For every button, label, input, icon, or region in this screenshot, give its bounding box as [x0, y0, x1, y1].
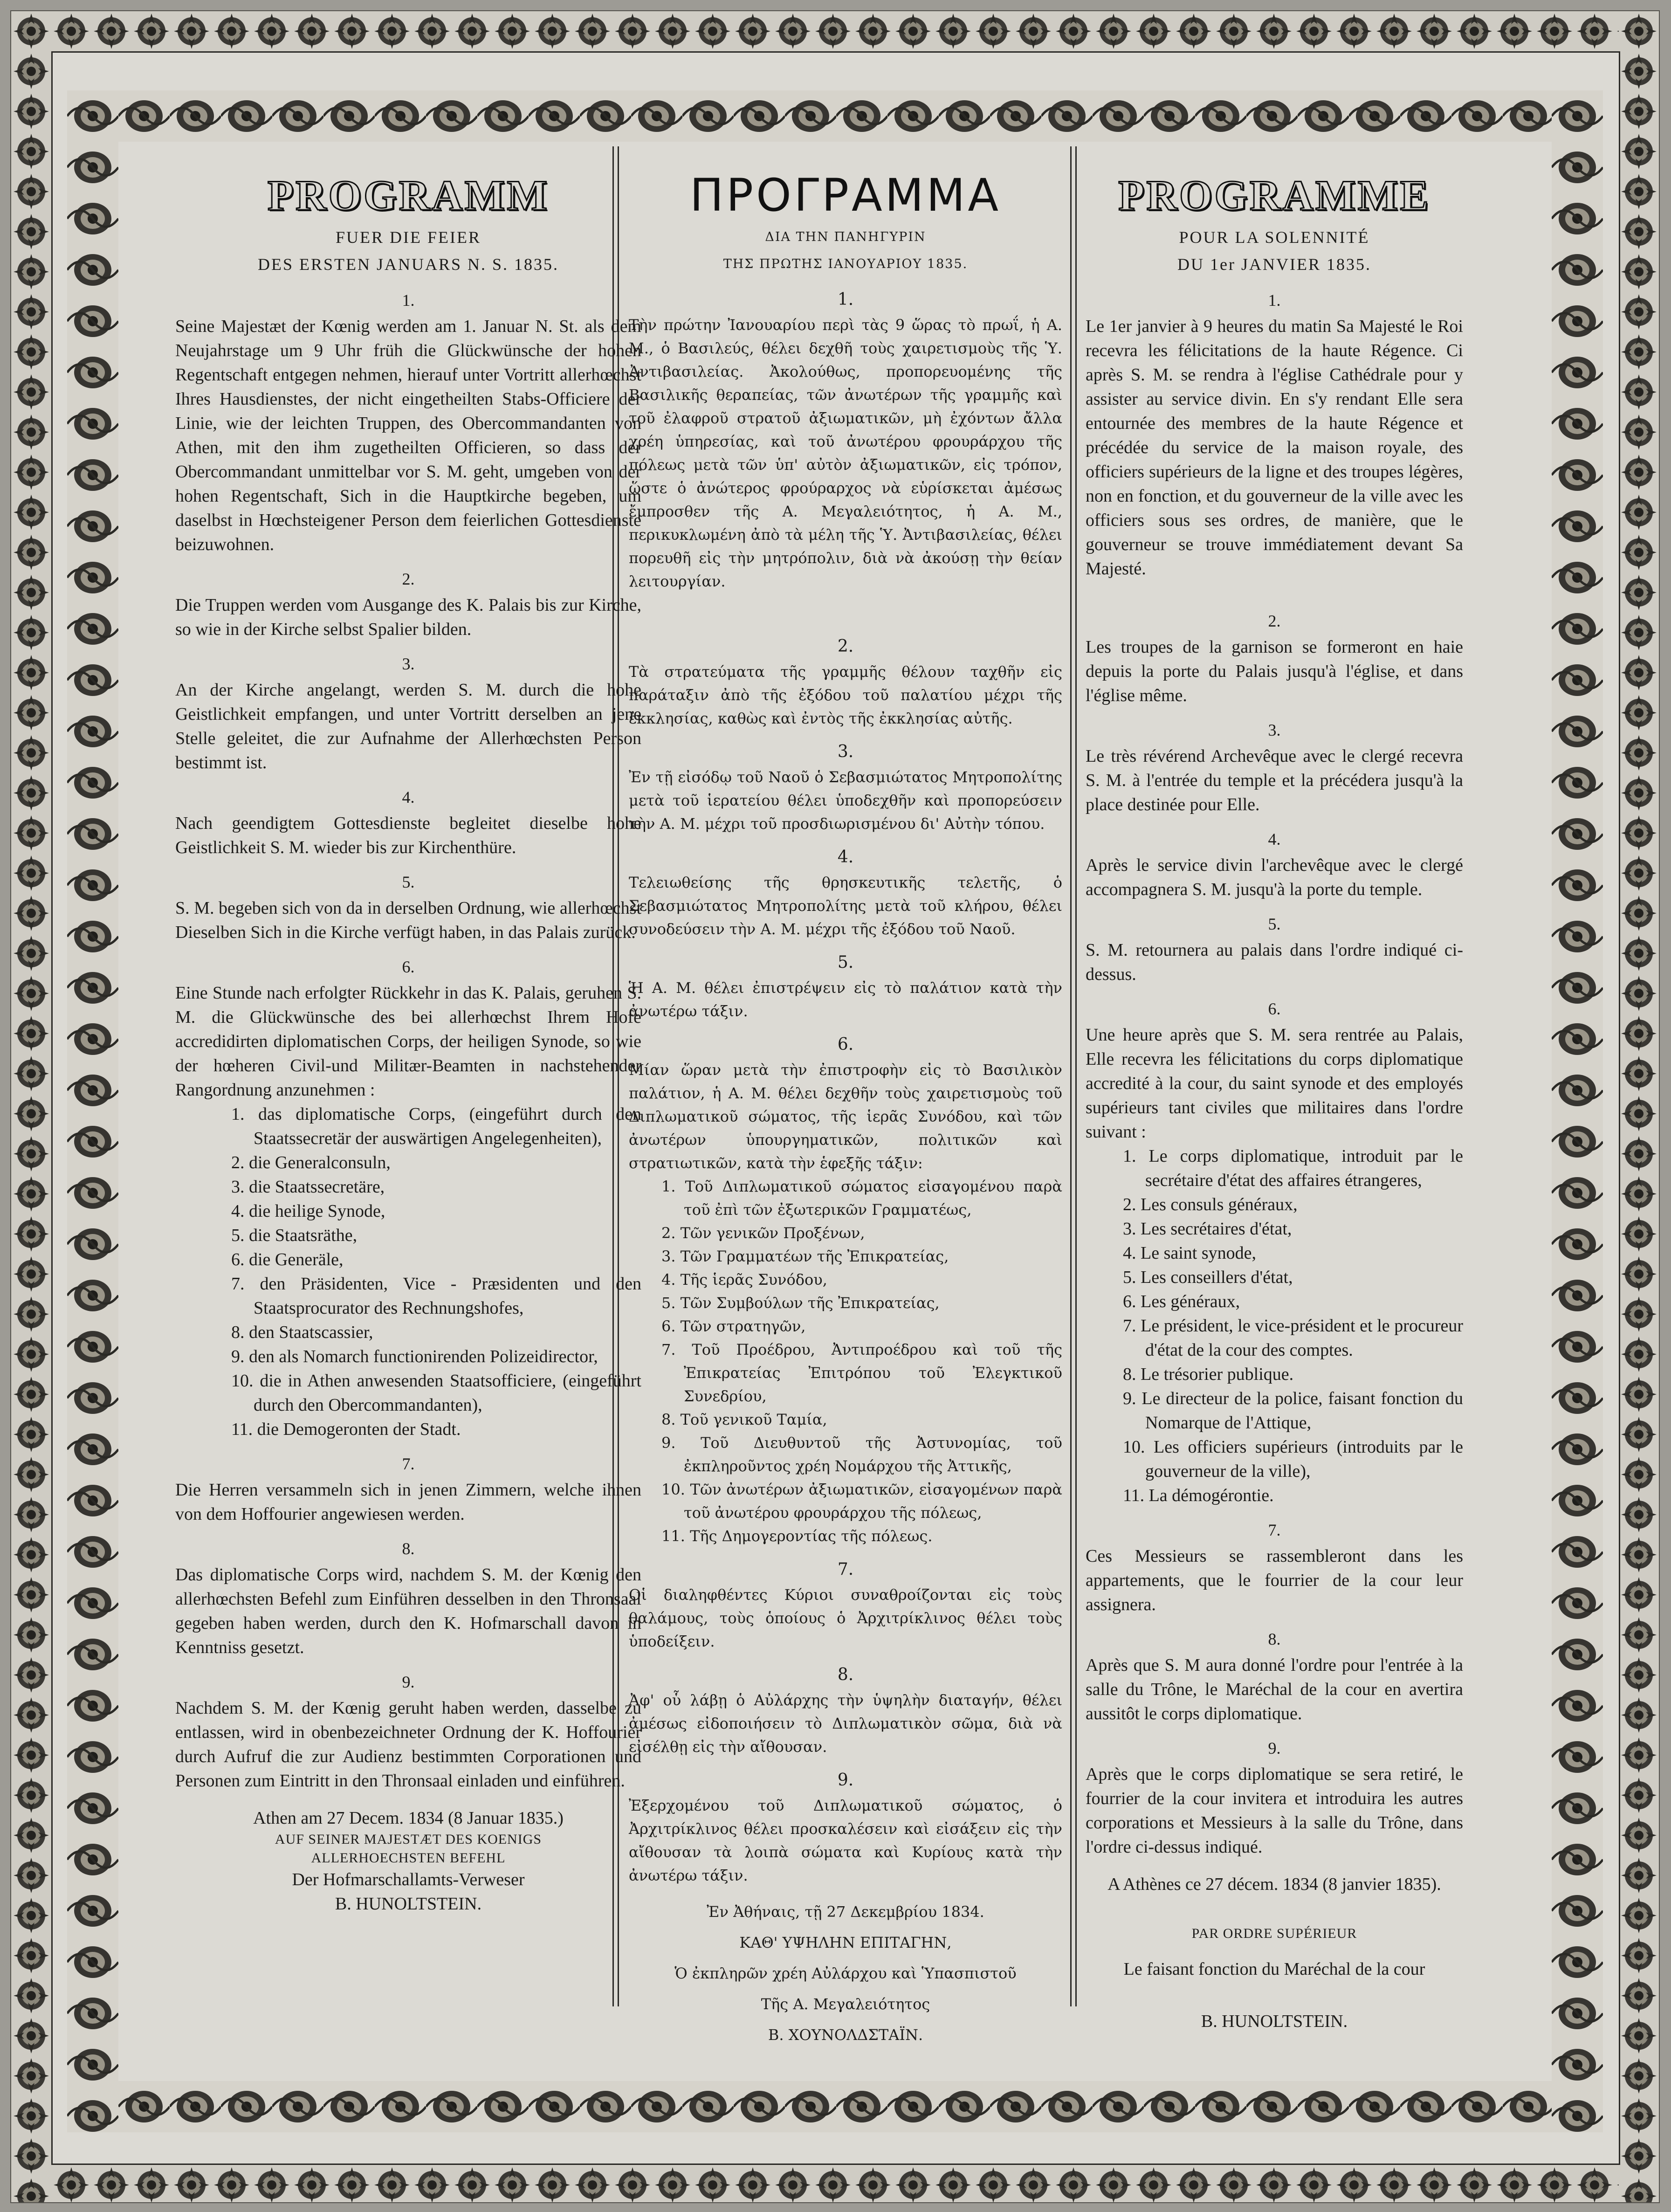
greek-subtitle: ΔΙΑ ΤΗΝ ΠΑΝΗΓΥΡΙΝ	[765, 230, 926, 244]
list-item: 5. Les conseillers d'état,	[1123, 1268, 1293, 1287]
list-item: 3. Les secrétaires d'état,	[1123, 1219, 1292, 1239]
section-number: 5.	[402, 873, 415, 891]
list-item: 2. Τῶν γενικῶν Προξένων,	[661, 1224, 865, 1242]
section-text: Après le service divin l'archevêque avec le clergé accompagnera S. M. jusqu'à la porte du temple.	[1086, 855, 1463, 899]
greek-office-line2: Τῆς Α. Μεγαλειότητος	[761, 1995, 930, 2013]
section-number: 6.	[402, 958, 415, 976]
rank-list	[231, 1102, 641, 1441]
french-column	[1086, 151, 1463, 2031]
bottom-ornament-border	[11, 2165, 1659, 2202]
list-item: 8. Τοῦ γενικοῦ Ταμία,	[661, 1411, 827, 1428]
section-text: Οἱ διαληφθέντες Κύριοι συναθροίζονται εἰς τοὺς θαλάμους, τοὺς ὁποίους ὁ Ἀρχιτρίκλινος θέλει τοὺς ὑποδείξειν.	[629, 1586, 1062, 1650]
section-text: Nach geendigtem Gottesdienste begleitet dieselbe hohe Geistlichkeit S. M. wieder bis zur Kirchenthüre.	[175, 813, 641, 857]
list-item: 9. Le directeur de la police, faisant fonction du Nomarque de l'Attique,	[1123, 1389, 1463, 1433]
section-text: Ἀφ' οὗ λάβῃ ὁ Αὐλάρχης τὴν ὑψηλὴν διαταγήν, θέλει ἀμέσως εἰδοποιήσειν τὸ Διπλωματικὸν σῶμα, διὰ νὰ εἰσέλθῃ εἰς τὴν αἴθουσαν.	[629, 1691, 1062, 1756]
right-ornament-border	[1619, 11, 1659, 2202]
section-number: 2.	[402, 570, 415, 588]
section-text: Τὴν πρώτην Ἰανουαρίου περὶ τὰς 9 ὥρας τὸ πρωΐ, ἡ Α. Μ., ὁ Βασιλεύς, θέλει δεχθῆ τοὺς χαιρετισμοὺς τῆς Ὑ. Ἀντιβασιλείας. Ἀκολούθως, προπορευομένης τῆς Βασιλικῆς θεραπείας, τῶν ἀνωτέρων τῆς γραμμῆς καὶ τοῦ ἐλαφροῦ στρατοῦ ἀξιωματικῶν, μὴ ἐχόντων ἄλλα χρέη ὑπηρεσίας, καὶ τοῦ ἀνωτέρου φρουράρχου τῆς πόλεως μετὰ τῶν ὑπ' αὐτὸν ἀξιωματικῶν, εἰς τρόπον, ὥστε ὁ ἀνώτερος φρούραρχος νὰ εὑρίσκεται ἀμέσως ἔμπροσθεν τῆς Α. Μεγαλειότητος, ἡ Α. Μ., περικυκλωμένη ἀπὸ τὰ μέλη τῆς Ὑ. Ἀντιβασιλείας, θέλει πορευθῆ εἰς τὴν μητρόπολιν, διὰ νὰ ἀκούσῃ τὴν θείαν λειτουργίαν.	[629, 316, 1062, 590]
list-item: 7. Τοῦ Προέδρου, Ἀντιπροέδρου καὶ τοῦ τῆς Ἐπικρατείας Ἐπιτρόπου τοῦ Ἐλεγκτικοῦ Συνεδρίου,	[661, 1341, 1062, 1405]
section-text: Die Truppen werden vom Ausgange des K. Palais bis zur Kirche, so wie in der Kirche selbst Spalier bilden.	[175, 595, 641, 639]
list-item: 10. Τῶν ἀνωτέρων ἀξιωματικῶν, εἰσαγομένων παρὰ τοῦ ἀνωτέρου φρουράρχου τῆς πόλεως,	[661, 1481, 1062, 1522]
greek-signer: Β. ΧΟΥΝΟΛΔΣΤΑΪΝ.	[768, 2026, 923, 2044]
section-number: 9.	[837, 1771, 854, 1790]
list-item: 10. die in Athen anwesenden Staatsofficiere, (eingeführt durch den Obercommandanten),	[231, 1371, 641, 1415]
list-item: 1. Τοῦ Διπλωματικοῦ σώματος εἰσαγομένου παρὰ τοῦ ἐπὶ τῶν ἐξωτερικῶν Γραμματέως,	[661, 1178, 1062, 1219]
list-item: 2. die Generalconsuln,	[231, 1153, 391, 1172]
section-number: 5.	[837, 953, 854, 972]
german-place-date: Athen am 27 Decem. 1834 (8 Januar 1835.)	[253, 1808, 564, 1828]
list-item: 4. Τῆς ἱερᾶς Συνόδου,	[661, 1271, 827, 1289]
list-item: 10. Les officiers supérieurs (introduits par le gouverneur de la ville),	[1123, 1437, 1463, 1481]
section-text: Das diplomatische Corps wird, nachdem S. M. der Kœnig den allerhœchsten Befehl zum Einführen desselben in den Thronsaal gegeben haben werden, durch den K. Hofmarschall davon in Kenntniss gesetzt.	[175, 1565, 641, 1657]
greek-column	[629, 151, 1062, 2044]
section-number: 3.	[402, 655, 415, 673]
rank-list	[1123, 1144, 1463, 1508]
section-text: Die Herren versammeln sich in jenen Zimmern, welche ihnen von dem Hoffourier angewiesen werden.	[175, 1480, 641, 1524]
section-text: An der Kirche angelangt, werden S. M. durch die hohe Geistlichkeit empfangen, und unter Vortritt derselben an jene Stelle geleitet, die zur Aufnahme der Allerhœchsten Person bestimmt ist.	[175, 680, 641, 772]
list-item: 5. Τῶν Συμβούλων τῆς Ἐπικρατείας,	[661, 1294, 940, 1312]
list-item: 6. Τῶν στρατηγῶν,	[661, 1317, 806, 1335]
german-signer: B. HUNOLTSTEIN.	[335, 1894, 482, 1914]
section-number: 1.	[1268, 291, 1281, 310]
column-divider-right	[1070, 146, 1077, 2006]
section-text: Ces Messieurs se rassembleront dans les appartements, que le fourrier de la cour leur assignera.	[1086, 1546, 1463, 1614]
section-text: Le 1er janvier à 9 heures du matin Sa Majesté le Roi recevra les félicitations de la haute Régence. Ci après S. M. se rendra à l'église Cathédrale pour y assister au service divin. En s'y rendant Elle sera entournée des membres de la haute Régence et précédée du service de la maison royale, des officiers supérieurs de la ligne et des troupes légères, non en fonction, et du gouverneur de la ville avec les officiers sous ses ordres, de manière, que le gouverneur se trouve immédiatement devant Sa Majesté.	[1086, 317, 1463, 579]
section-number: 9.	[402, 1673, 415, 1691]
section-text: Ἐξερχομένου τοῦ Διπλωματικοῦ σώματος, ὁ Ἀρχιτρίκλινος θέλει προσκαλέσειν καὶ εἰσάξειν εἰς τὴν αἴθουσαν τὰ λοιπὰ σώματα καὶ Κυρίους κατὰ τὴν ἀνωτέρω τάξιν.	[629, 1797, 1062, 1884]
top-ornament-border	[11, 11, 1659, 51]
list-item: 8. Le trésorier publique.	[1123, 1364, 1294, 1384]
french-date-line: DU 1er JANVIER 1835.	[1177, 255, 1371, 274]
floral-garland-top-icon	[118, 90, 1552, 142]
inner-bottom-ornament	[118, 2081, 1552, 2132]
rank-list	[661, 1175, 1062, 1548]
french-office: Le faisant fonction du Maréchal de la cour	[1123, 1959, 1425, 1979]
section-number: 6.	[837, 1035, 854, 1054]
section-text: Ἡ Α. Μ. θέλει ἐπιστρέψειν εἰς τὸ παλάτιον κατὰ τὴν ἀνωτέρω τάξιν.	[629, 979, 1062, 1020]
section-number: 8.	[1268, 1630, 1281, 1648]
floral-garland-right-icon	[1552, 90, 1603, 2132]
inner-right-ornament	[1552, 90, 1603, 2132]
section-text: Le très révérend Archevêque avec le clergé recevra S. M. à l'entrée du temple et la précédera jusqu'à la place destinée pour Elle.	[1086, 746, 1463, 814]
section-number: 2.	[1268, 612, 1281, 630]
list-item: 7. Le président, le vice-président et le procureur d'état de la cour des comptes.	[1123, 1316, 1463, 1360]
german-column	[175, 151, 641, 2025]
greek-date-line: ΤΗΣ ΠΡΩΤΗΣ ΙΑΝΟΥΑΡΙΟΥ 1835.	[723, 257, 968, 271]
section-number: 4.	[402, 788, 415, 806]
inner-top-ornament	[118, 90, 1552, 142]
list-item: 9. Τοῦ Διευθυντοῦ τῆς Ἀστυνομίας, τοῦ ἐκπληροῦντος χρέη Νομάρχου τῆς Ἀττικῆς,	[661, 1434, 1062, 1475]
section-number: 9.	[1268, 1739, 1281, 1757]
greek-order-line: ΚΑΘ' ΥΨΗΛΗΝ ΕΠΙΤΑΓΗΝ,	[739, 1934, 952, 1951]
german-title: PROGRAMM	[267, 172, 550, 219]
list-item: 8. den Staatscassier,	[231, 1323, 373, 1342]
left-ornament-border	[11, 11, 51, 2202]
list-item: 7. den Präsidenten, Vice - Præsidenten und den Staatsprocurator des Rechnungshofes,	[231, 1274, 641, 1318]
german-order-line2: ALLERHOECHSTEN BEFEHL	[311, 1850, 506, 1866]
list-item: 11. La démogérontie.	[1123, 1486, 1274, 1505]
section-number: 7.	[1268, 1521, 1281, 1539]
german-order-line1: AUF SEINER MAJESTÆT DES KOENIGS	[275, 1832, 542, 1847]
floral-border-top-icon	[11, 11, 1659, 51]
greek-office: Ὁ ἐκπληρῶν χρέη Αὐλάρχου καὶ Ὑπασπιστοῦ	[674, 1964, 1017, 1982]
section-text: Après que S. M aura donné l'ordre pour l'entrée à la salle du Trône, le Maréchal de la cour en avertira aussitôt le corps diplomatique.	[1086, 1655, 1463, 1723]
floral-garland-bottom-icon	[118, 2081, 1552, 2132]
french-signer: B. HUNOLTSTEIN.	[1201, 2012, 1348, 2031]
floral-border-left-icon	[11, 11, 51, 2202]
list-item: 3. Τῶν Γραμματέων τῆς Ἐπικρατείας,	[661, 1247, 949, 1265]
section-text: Ἐν τῇ εἰσόδῳ τοῦ Ναοῦ ὁ Σεβασμιώτατος Μητροπολίτης μετὰ τοῦ ἱερατείου θέλει ὑποδεχθῆν καὶ προπορεύσειν τὴν Α. Μ. μέχρι τοῦ προσδιωρισμένου δι' Αὐτὴν τόπου.	[629, 768, 1062, 833]
section-number: 3.	[837, 742, 854, 761]
floral-border-right-icon	[1619, 11, 1659, 2202]
list-item: 9. den als Nomarch functionirenden Polizeidirector,	[231, 1347, 598, 1366]
section-number: 7.	[402, 1454, 415, 1473]
section-text: Une heure après que S. M. sera rentrée au Palais, Elle recevra les félicitations du corps diplomatique accredité à la cour, du saint synode et des employés supérieurs tant civiles que militaires dans l'ordre suivant :	[1086, 1025, 1463, 1142]
section-number: 8.	[402, 1539, 415, 1558]
section-number: 7.	[837, 1560, 854, 1579]
section-number: 2.	[837, 637, 854, 656]
section-text: Nachdem S. M. der Kœnig geruht haben werden, dasselbe zu entlassen, wird in obenbezeichneter Ordnung der K. Hoffourier durch Aufruf die zur Audienz bestimmten Corporationen und Personen zum Eintritt in den Thronsaal einladen und einführen.	[175, 1698, 641, 1791]
section-number: 8.	[837, 1665, 854, 1684]
greek-place-date: Ἐν Ἀθήναις, τῇ 27 Δεκεμβρίου 1834.	[707, 1903, 984, 1921]
list-item: 1. das diplomatische Corps, (eingeführt durch den Staatssecretär der auswärtigen Angelegenheiten),	[231, 1104, 641, 1148]
section-number: 4.	[837, 848, 854, 867]
list-item: 4. Le saint synode,	[1123, 1243, 1257, 1263]
list-item: 11. die Demogeronten der Stadt.	[231, 1420, 461, 1439]
french-place-date: A Athènes ce 27 décem. 1834 (8 janvier 1835).	[1107, 1874, 1441, 1894]
french-order-line: PAR ORDRE SUPÉRIEUR	[1191, 1926, 1357, 1941]
section-text: Τὰ στρατεύματα τῆς γραμμῆς θέλουν ταχθῆν εἰς παράταξιν ἀπὸ τῆς ἐξόδου τοῦ παλατίου μέχρι τῆς ἐκκλησίας, καθὼς καὶ ἐντὸς τῆς ἐκκλησίας αὐτῆς.	[629, 663, 1062, 727]
section-text: Les troupes de la garnison se formeront en haie depuis la porte du Palais jusqu'à l'église, et dans l'église même.	[1086, 637, 1463, 705]
list-item: 3. die Staatssecretäre,	[231, 1177, 385, 1197]
section-number: 4.	[1268, 830, 1281, 848]
broadside-sheet	[10, 10, 1660, 2203]
list-item: 11. Τῆς Δημογεροντίας τῆς πόλεως.	[661, 1527, 933, 1545]
section-number: 3.	[1268, 721, 1281, 739]
german-date-line: DES ERSTEN JANUARS N. S. 1835.	[257, 255, 559, 274]
list-item: 2. Les consuls généraux,	[1123, 1195, 1298, 1214]
french-title: PROGRAMME	[1118, 172, 1430, 219]
list-item: 6. die Generäle,	[231, 1250, 344, 1269]
inner-left-ornament	[67, 90, 118, 2132]
list-item: 1. Le corps diplomatique, introduit par le secrétaire d'état des affaires étrangeres,	[1123, 1146, 1463, 1190]
section-text: Après que le corps diplomatique se sera retiré, le fourrier de la cour invitera et introduira les autres corporations et Messieurs à la salle du Trône, dans l'ordre ci-dessus indiqué.	[1086, 1764, 1463, 1857]
section-text: S. M. begeben sich von da in derselben Ordnung, wie allerhœchst Dieselben Sich in die Kirche verfügt haben, in das Palais zurück.	[175, 898, 641, 942]
list-item: 5. die Staatsräthe,	[231, 1226, 358, 1245]
floral-garland-left-icon	[67, 90, 118, 2132]
section-number: 5.	[1268, 915, 1281, 933]
greek-title: ΠΡΟΓΡΑΜΜΑ	[689, 169, 1001, 221]
section-number: 6.	[1268, 999, 1281, 1018]
floral-border-bottom-icon	[11, 2165, 1659, 2202]
section-text: Μίαν ὥραν μετὰ τὴν ἐπιστροφὴν εἰς τὸ Βασιλικὸν παλάτιον, ἡ Α. Μ. θέλει δεχθῆν τοὺς χαιρετισμοὺς τοῦ Διπλωματικοῦ σώματος, τῆς ἱερᾶς Συνόδου, καὶ τῶν ἀνωτέρων ὑπουργηματικῶν, πολιτικῶν καὶ στρατιωτικῶν, κατὰ τὴν ἑφεξῆς τάξιν:	[629, 1061, 1062, 1172]
section-text: Τελειωθείσης τῆς θρησκευτικῆς τελετῆς, ὁ Σεβασμιώτατος Μητροπολίτης μετὰ τοῦ κλήρου, θέλει συνοδεύσειν τὴν Α. Μ. μέχρι τῆς ἐξόδου τοῦ Ναοῦ.	[629, 874, 1062, 938]
list-item: 4. die heilige Synode,	[231, 1201, 385, 1221]
french-subtitle: POUR LA SOLENNITÉ	[1179, 228, 1370, 247]
german-office: Der Hofmarschallamts-Verweser	[292, 1870, 525, 1889]
section-number: 1.	[837, 290, 854, 309]
list-item: 6. Les généraux,	[1123, 1292, 1240, 1311]
section-text: Eine Stunde nach erfolgter Rückkehr in das K. Palais, geruhen S. M. die Glückwünsche des bei allerhœchst Ihrem Hofe accredidirten diplomatischen Corps, der heiligen Synode, so wie der hœheren Civil-und Militær-Beamten in nachstehender Rangordnung anzunehmen :	[175, 983, 641, 1100]
section-text: S. M. retournera au palais dans l'ordre indiqué ci-dessus.	[1086, 940, 1463, 984]
german-subtitle: FUER DIE FEIER	[336, 228, 481, 247]
section-text: Seine Majestæt der Kœnig werden am 1. Januar N. St. als dem Neujahrstage um 9 Uhr früh die Glückwünsche der hohen Regentschaft entgegen nehmen, hierauf unter Vortritt allerhœchst Ihres Hausdienstes, der nicht eingetheilten Stabs-Officiere der Linie, wie der leichten Truppen, des Obercommandanten von Athen, mit den ihm zugetheilten Officieren, so dass der Obercommandant unmittelbar vor S. M. geht, umgeben von der hohen Regentschaft, Sich in die Hauptkirche begeben, um daselbst in Hœchsteigener Person dem feierlichen Gottesdienste beizuwohnen.	[175, 317, 641, 554]
section-number: 1.	[402, 291, 415, 310]
